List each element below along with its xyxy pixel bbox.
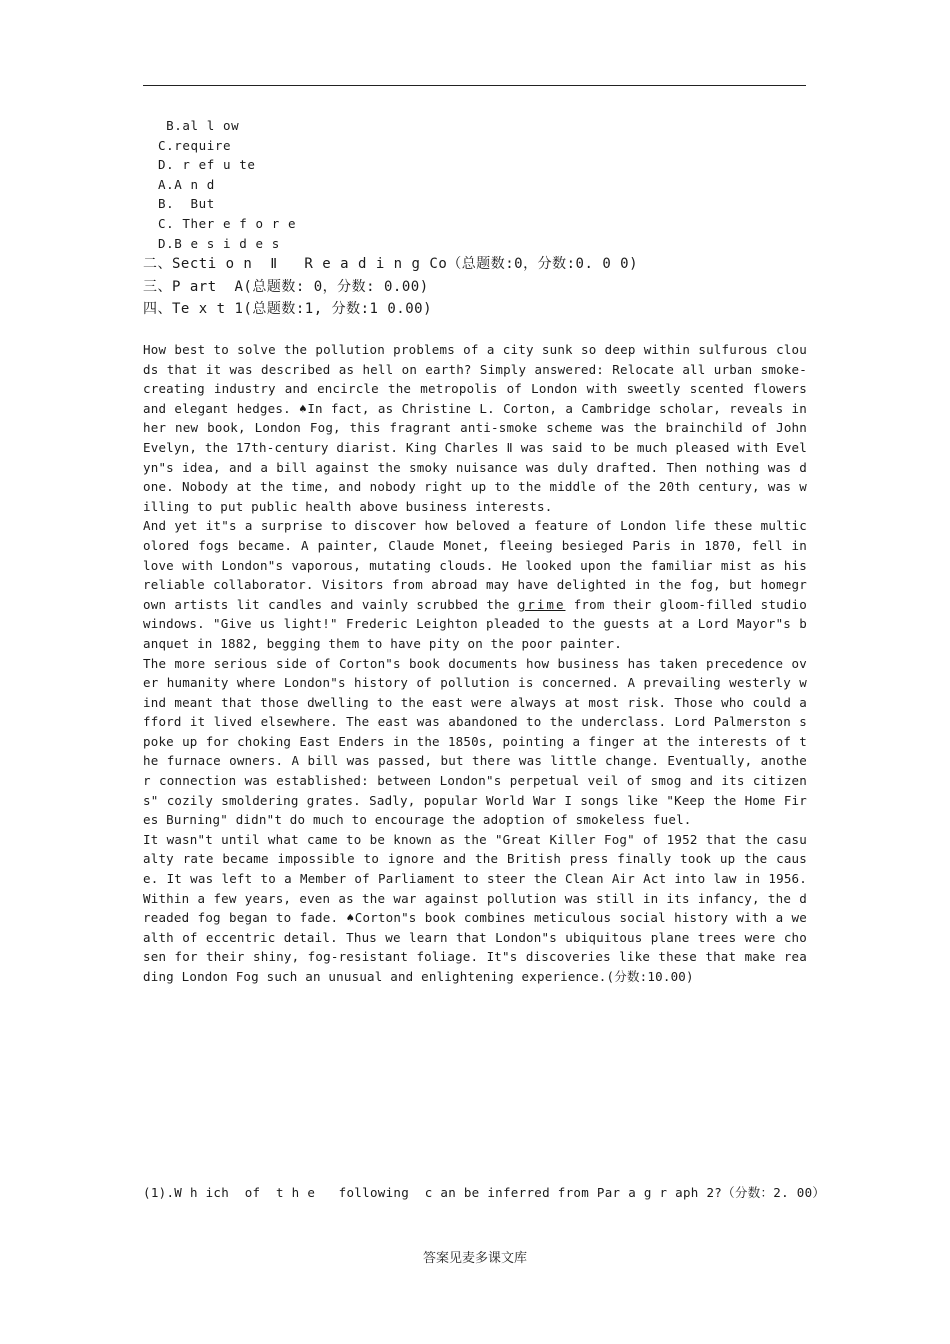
option-line: B. But <box>158 196 215 212</box>
option-line: D.B e s i d e s <box>158 235 280 251</box>
option-line: C. Ther e f o r e <box>158 215 297 231</box>
section-headings <box>143 253 638 321</box>
option-line: B.al l ow <box>158 118 240 133</box>
header-rule <box>143 85 806 86</box>
passage-paragraph-4: It wasn"t until what came to be known as the "Great Killer Fog" of 1952 that the casualty rate became impossible to ignore and the British press finally took up the cause. It was left to a Member of Parliament to steer the Clean Air Act into law in 1956. Within a few years, even as the war against pollution was still in its infancy, the dreaded fog began to fade. ♠Corton"s book combines meticulous social history with a wealth of eccentric detail. Thus we learn that London"s ubiquitous plane trees were chosen for their shiny, fog-resistant foliage. It"s discoveries like these that make reading London Fog such an unusual and enlightening experience.(分数:10.00) <box>143 831 807 984</box>
answer-options <box>158 116 296 253</box>
option-line: D. r ef u te <box>158 157 256 173</box>
passage-text: And yet it"s a surprise to discover how beloved a feature of London life these multicolored fogs became. A painter, Claude Monet, fleeing besieged Paris in 1870, fell in love with London"s vaporous, mutating clouds. He looked upon the familiar mist as his reliable collaborator. Visitors from abroad may have delighted in the fog, but homegrown artists lit candles and vainly scrubbed the <box>143 518 807 612</box>
question-1: (1).W h ich of t h e following c an be inferred from Par a g r aph 2?（分数：2. 00） <box>143 1185 826 1200</box>
passage-paragraph-2 <box>143 516 807 653</box>
passage-text: from their gloom-filled studio windows. "Give us light!" Frederic Leighton pleaded to the guests at a Lord Mayor"s banquet in 1882, begging them to have pity on the poor painter. <box>143 596 807 651</box>
section-heading-reading: 二、Secti o n Ⅱ R e a d i n g Co（总题数:0，分数:0. 0 0) <box>143 256 639 272</box>
passage-paragraph-1: How best to solve the pollution problems of a city sunk so deep within sulfurous clouds that it was described as hell on earth? Simply answered: Relocate all urban smoke-creating industry and encircle the metropolis of London with sweetly scented flowers and elegant hedges. ♠In fact, as Christine L. Corton, a Cambridge scholar, reveals in her new book, London Fog, this fragrant anti-smoke scheme was the brainchild of John Evelyn, the 17th-century diarist. King Charles Ⅱ was said to be much pleased with Evelyn"s idea, and a bill against the smoky nuisance was duly drafted. Then nothing was done. Nobody at the time, and nobody right up to the middle of the 20th century, was willing to put public health above business interests. <box>143 342 807 514</box>
underlined-word: grime <box>517 596 566 612</box>
option-line: A.A n d <box>158 176 215 192</box>
option-line: C.require <box>158 137 232 153</box>
reading-passage <box>143 340 807 987</box>
section-heading-text-1: 四、Te x t 1(总题数:1, 分数:1 0.00) <box>143 301 433 318</box>
passage-paragraph-3: The more serious side of Corton"s book documents how business has taken precedence over humanity where London"s history of pollution is concerned. A prevailing westerly wind meant that those dwelling to the east were always at most risk. Those who could afford it lived elsewhere. The east was abandoned to the underclass. Lord Palmerston spoke up for choking East Enders in the 1850s, pointing a finger at the interests of the furnace owners. A bill was passed, but there was little change. Eventually, another connection was established: between London"s perpetual veil of smog and its citizens" cozily smoldering grates. Sadly, popular World War I songs like "Keep the Home Fires Burning" didn"t do much to encourage the adoption of smokeless fuel. <box>143 655 807 828</box>
page-footer: 答案见麦多课文库 <box>422 1251 527 1266</box>
section-heading-part-a: 三、P art A(总题数: 0，分数: 0.00) <box>143 278 429 295</box>
